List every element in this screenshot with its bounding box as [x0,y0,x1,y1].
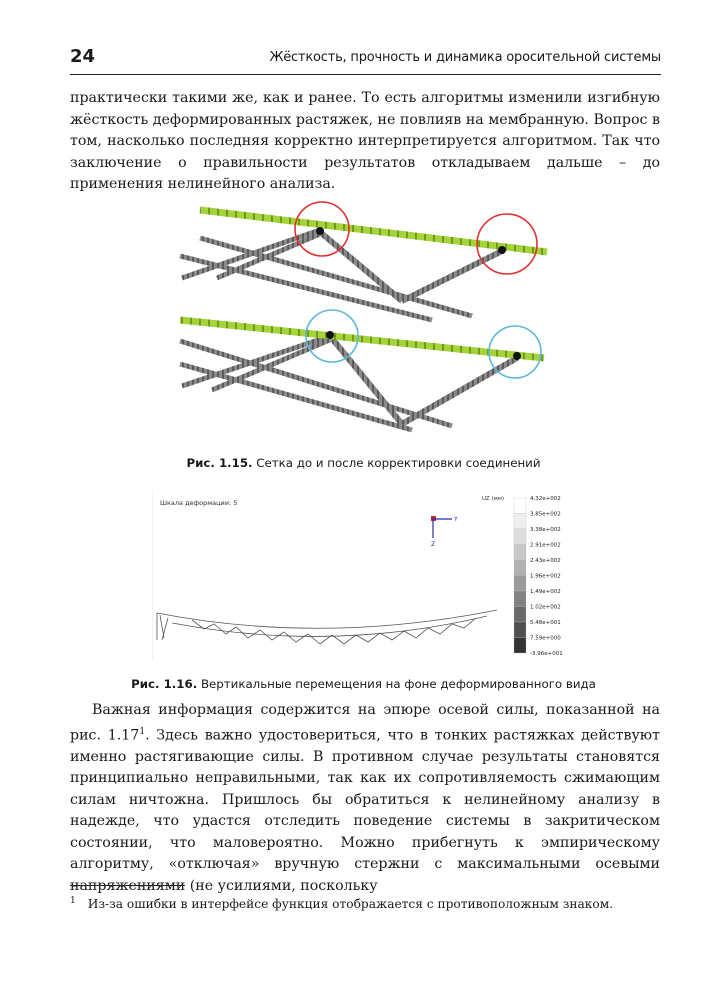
joint-node [316,227,324,235]
legend-swatch [514,514,526,530]
legend-value: 1.96e+002 [530,573,561,580]
footnote-text: Из-за ошибки в интерфейсе функция отображается с противоположным знаком. [87,897,614,912]
truss-after [180,310,544,430]
paragraph-1: практически такими же, как и ранее. То есть алгоритмы изменили изгибную жёсткость деформированных растяжек, не повлияв на мембранную. Вопрос в том, насколько последняя корректно интерпретируется алгоритмом. Так что заключение о правильности результатов откладываем дальше – до применения нелинейного анализа. [70,90,660,192]
running-title: Жёсткость, прочность и динамика оросительной системы [269,50,661,65]
truss-before [180,202,547,320]
paragraph-2-text-a: Важная информация содержится на эпюре осевой силы, показанной на рис. 1.17 [70,702,660,744]
figure-truss-mesh [172,196,562,444]
legend-value: 1.49e+002 [530,589,561,595]
footnote-mark: 1 [70,896,76,906]
deformed-truss [157,610,497,644]
figure-2-caption [0,677,727,691]
legend-swatch [514,545,526,561]
legend-swatch [514,607,526,623]
paragraph-2 [70,700,660,897]
legend-swatch [514,638,526,654]
footnote-divider [70,885,185,886]
figure-displacement-plot [152,490,572,660]
legend-swatch [514,529,526,545]
joint-node [498,246,506,254]
legend-value: 3.38e+002 [530,527,561,533]
scale-label: Шкала деформации: 5 [160,499,238,507]
axis-triad [431,516,458,548]
figure-1-label: Рис. 1.15. [186,456,253,470]
page-header [70,44,661,75]
footnote [70,896,613,911]
legend-value: 2.43e+002 [530,558,561,564]
legend-value: 4.32e+002 [530,496,561,502]
figure-1-caption [0,456,727,470]
figure-2-label: Рис. 1.16. [131,677,198,691]
legend-value: 5.48e+001 [530,620,561,626]
joint-node [326,331,334,339]
axis-z-label: Z [431,541,436,548]
figure-1-caption-text: Сетка до и после корректировки соединений [256,456,541,470]
axis-y-label: Y [454,516,458,523]
legend-swatch [514,560,526,576]
legend-value: 2.91e+002 [530,542,561,549]
legend-title: UZ (мм) [482,496,505,502]
legend-swatch [514,576,526,592]
legend-swatch [514,498,526,514]
legend-value: 1.02e+002 [530,604,561,611]
page-number: 24 [70,46,96,67]
legend-swatch [514,622,526,638]
figure-2-caption-text: Вертикальные перемещения на фоне деформированного вида [200,677,596,691]
joint-node [513,352,521,360]
color-legend [514,496,563,657]
footnote-reference[interactable]: 1 [139,726,146,737]
legend-value: 3.85e+002 [530,511,561,518]
legend-value: 7.59e+000 [530,635,561,642]
paragraph-2-text-b: . Здесь важно удостовериться, что в тонких растяжках действуют именно растягивающие силы. В противном случае результаты становятся принципиально неправильными, так как их сопротивляемость сжимающим силам ничтожна. Пришлось бы обратиться к нелинейному анализу в надежде, что удастся отследить поведение системы в закритическом состоянии, что маловероятно. Можно прибегнуть к эмпирическому алгоритму, «отключая» вручную стержни с максимальными осевыми напряжениями (не усилиями, поскольку [70,727,660,894]
legend-value: -3.96e+001 [530,651,563,657]
legend-swatch [514,591,526,607]
